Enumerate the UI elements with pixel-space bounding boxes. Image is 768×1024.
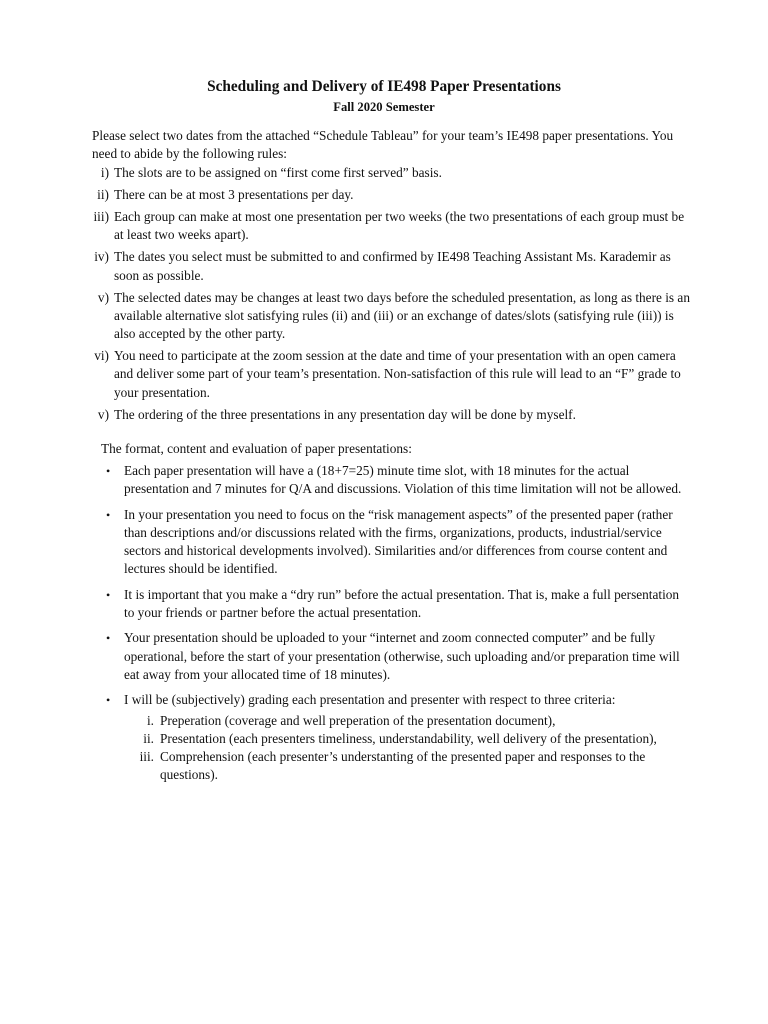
- bullet-text: I will be (subjectively) grading each presentation and presenter with respect to three criteria:: [124, 692, 616, 708]
- bullet-item: [106, 506, 686, 579]
- criterion-text: Preperation (coverage and well preperation of the presentation document),: [160, 712, 556, 728]
- document-title: Scheduling and Delivery of IE498 Paper Presentations: [207, 78, 561, 95]
- rule-item: [70, 347, 690, 402]
- rule-number: ii): [97, 186, 109, 202]
- bullet-item: [106, 629, 686, 684]
- rule-number: iii): [93, 208, 109, 224]
- bullet-icon: •: [106, 693, 111, 708]
- rule-text: The selected dates may be changes at least two days before the scheduled presentation, as long as there is an available alternative slot satisfying rules (ii) and (iii) or an exchange of dates/slots (satisfying rule (iii)) is also accepted by the other party.: [114, 289, 690, 342]
- criterion-text: Comprehension (each presenter’s understanting of the presented paper and responses to the questions).: [160, 749, 646, 783]
- bullet-icon: •: [106, 507, 111, 522]
- bullet-text: In your presentation you need to focus on the “risk management aspects” of the presented paper (rather than descriptions and/or discussions related with the firms, organizations, products, industrial/service sectors and historical developments involved). Similarities and/or differences from course content and lectures should be identified.: [124, 506, 673, 577]
- rule-text: Each group can make at most one presentation per two weeks (the two presentations of each group must be at least two weeks apart).: [114, 208, 685, 243]
- rule-text: The dates you select must be submitted to and confirmed by IE498 Teaching Assistant Ms. Karademir as soon as possible.: [114, 249, 671, 283]
- rule-number: iv): [94, 249, 109, 265]
- bullet-text: It is important that you make a “dry run” before the actual presentation. That is, make a full persentation to your friends or partner before the actual presentation.: [124, 586, 680, 621]
- bullet-icon: •: [106, 587, 111, 602]
- criterion-item: [124, 712, 686, 730]
- rule-number: v): [97, 406, 109, 422]
- criterion-item: [124, 730, 686, 748]
- bullet-text: Your presentation should be uploaded to your “internet and zoom connected computer” and be fully operational, before the start of your presentation (otherwise, such uploading and/or preparation time will eat away from your allocated time of 18 minutes).: [124, 630, 680, 682]
- bullet-item: [106, 691, 686, 784]
- criteria-list: [124, 712, 686, 785]
- bullet-icon: •: [106, 631, 111, 646]
- bullet-item: [106, 462, 686, 499]
- format-heading: The format, content and evaluation of paper presentations:: [101, 441, 412, 456]
- document-subtitle: Fall 2020 Semester: [333, 100, 435, 114]
- rule-text: The ordering of the three presentations in any presentation day will be done by myself.: [114, 406, 576, 422]
- bullet-icon: •: [106, 464, 111, 478]
- bullet-item: [106, 586, 686, 623]
- criterion-number: i.: [146, 712, 154, 728]
- bullet-text: Each paper presentation will have a (18+7=25) minute time slot, with 18 minutes for the actual presentation and 7 minutes for Q/A and discussions. Violation of this time limitation will not be allowed.: [124, 463, 682, 497]
- format-bullet-list: [106, 462, 686, 792]
- bullet-body: [124, 691, 686, 784]
- rule-item: [70, 248, 690, 285]
- criterion-text: Presentation (each presenters timeliness, understandability, well delivery of the presentation),: [160, 730, 657, 746]
- rule-item: [70, 406, 690, 424]
- intro-paragraph: Please select two dates from the attached “Schedule Tableau” for your team’s IE498 paper presentations. You need to abide by the following rules:: [92, 128, 674, 162]
- criterion-number: iii.: [139, 749, 154, 765]
- rule-number: vi): [94, 348, 109, 364]
- criterion-item: [124, 748, 686, 785]
- rule-item: [70, 186, 690, 204]
- rule-item: [70, 208, 690, 245]
- rule-number: i): [100, 165, 109, 180]
- rule-text: The slots are to be assigned on “first come first served” basis.: [114, 165, 442, 180]
- rule-number: v): [97, 289, 109, 305]
- criterion-number: ii.: [143, 730, 154, 746]
- rule-text: There can be at most 3 presentations per day.: [114, 186, 354, 202]
- rule-item: [70, 164, 690, 182]
- rule-item: [70, 289, 690, 344]
- rules-list: [70, 164, 690, 428]
- rule-text: You need to participate at the zoom session at the date and time of your presentation with an open camera and deliver some part of your team’s presentation. Non-satisfaction of this rule will lead to an “F” grade to your presentation.: [114, 348, 681, 400]
